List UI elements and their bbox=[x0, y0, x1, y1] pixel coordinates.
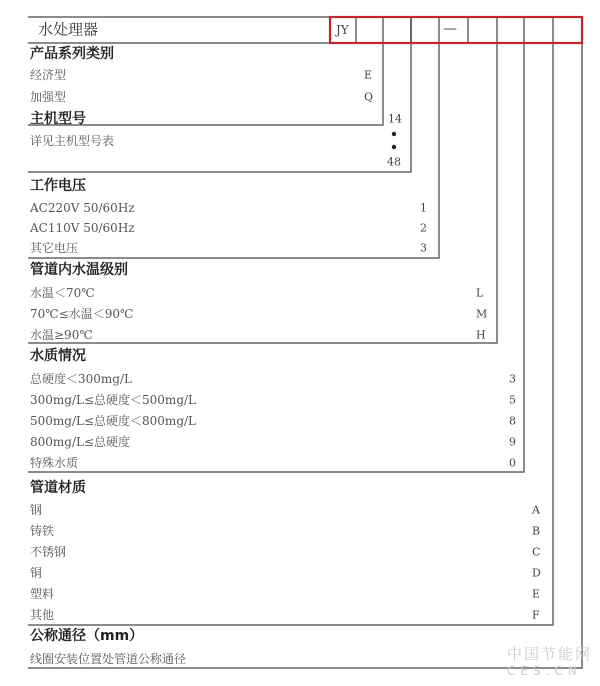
item-code: M bbox=[476, 307, 488, 321]
section-heading: 管道内水温级别 bbox=[30, 262, 128, 278]
product-title: 水处理器 bbox=[38, 20, 99, 39]
item-code: 0 bbox=[509, 456, 516, 470]
item-code: 3 bbox=[509, 372, 516, 386]
item-label: 详见主机型号表 bbox=[30, 134, 115, 148]
item-label: 水温≥90℃ bbox=[30, 328, 93, 342]
item-label: 不锈钢 bbox=[30, 545, 67, 559]
item-label: 800mg/L≤总硬度 bbox=[30, 435, 131, 449]
item-code: B bbox=[532, 524, 541, 538]
item-code: L bbox=[476, 286, 484, 300]
item-code: E bbox=[532, 587, 541, 601]
item-code: 2 bbox=[420, 221, 427, 235]
item-label: 总硬度＜300mg/L bbox=[30, 372, 132, 386]
item-label: 特殊水质 bbox=[30, 456, 79, 470]
item-code: Q bbox=[364, 90, 374, 104]
watermark-logo bbox=[507, 643, 592, 678]
item-label: 水温＜70℃ bbox=[30, 286, 95, 300]
item-label: 加强型 bbox=[30, 90, 67, 104]
item-code: E bbox=[364, 68, 373, 82]
range-end: 48 bbox=[387, 155, 401, 169]
item-label: 500mg/L≤总硬度＜800mg/L bbox=[30, 414, 197, 428]
ellipsis-dot bbox=[392, 145, 396, 149]
section-heading: 水质情况 bbox=[30, 348, 86, 364]
item-label: 钢 bbox=[30, 503, 43, 517]
watermark-cn: 中国节能网 bbox=[506, 645, 592, 663]
item-label: 其他 bbox=[30, 608, 55, 622]
item-code: A bbox=[532, 503, 540, 517]
item-label: AC220V 50/60Hz bbox=[30, 201, 135, 215]
range-start: 14 bbox=[388, 112, 402, 126]
code-separator: — bbox=[443, 21, 457, 37]
item-label: 经济型 bbox=[30, 68, 67, 82]
item-label: 铜 bbox=[30, 566, 43, 580]
item-code: D bbox=[532, 566, 541, 580]
section-heading: 公称通径（mm） bbox=[30, 628, 144, 644]
section-heading: 工作电压 bbox=[30, 178, 86, 194]
item-label: 塑料 bbox=[30, 587, 55, 601]
item-code: F bbox=[532, 608, 540, 622]
section-heading: 主机型号 bbox=[30, 111, 86, 127]
item-label: 300mg/L≤总硬度＜500mg/L bbox=[30, 393, 197, 407]
item-code: 5 bbox=[509, 393, 516, 407]
ellipsis-dot bbox=[392, 132, 396, 136]
item-code: C bbox=[532, 545, 541, 559]
code-prefix: JY bbox=[336, 23, 349, 37]
item-code: H bbox=[476, 328, 486, 342]
item-label: 铸铁 bbox=[30, 524, 55, 538]
item-label: 线圈安装位置处管道公称通径 bbox=[30, 652, 187, 666]
item-code: 9 bbox=[509, 435, 516, 449]
watermark-en: CES.CN bbox=[506, 664, 582, 678]
item-label: 70℃≤水温＜90℃ bbox=[30, 307, 134, 321]
section-heading: 产品系列类别 bbox=[30, 46, 114, 62]
item-label: 其它电压 bbox=[30, 241, 79, 255]
section-heading: 管道材质 bbox=[30, 480, 86, 496]
item-code: 1 bbox=[420, 201, 427, 215]
item-code: 8 bbox=[509, 414, 516, 428]
item-code: 3 bbox=[420, 241, 427, 255]
item-label: AC110V 50/60Hz bbox=[30, 221, 135, 235]
